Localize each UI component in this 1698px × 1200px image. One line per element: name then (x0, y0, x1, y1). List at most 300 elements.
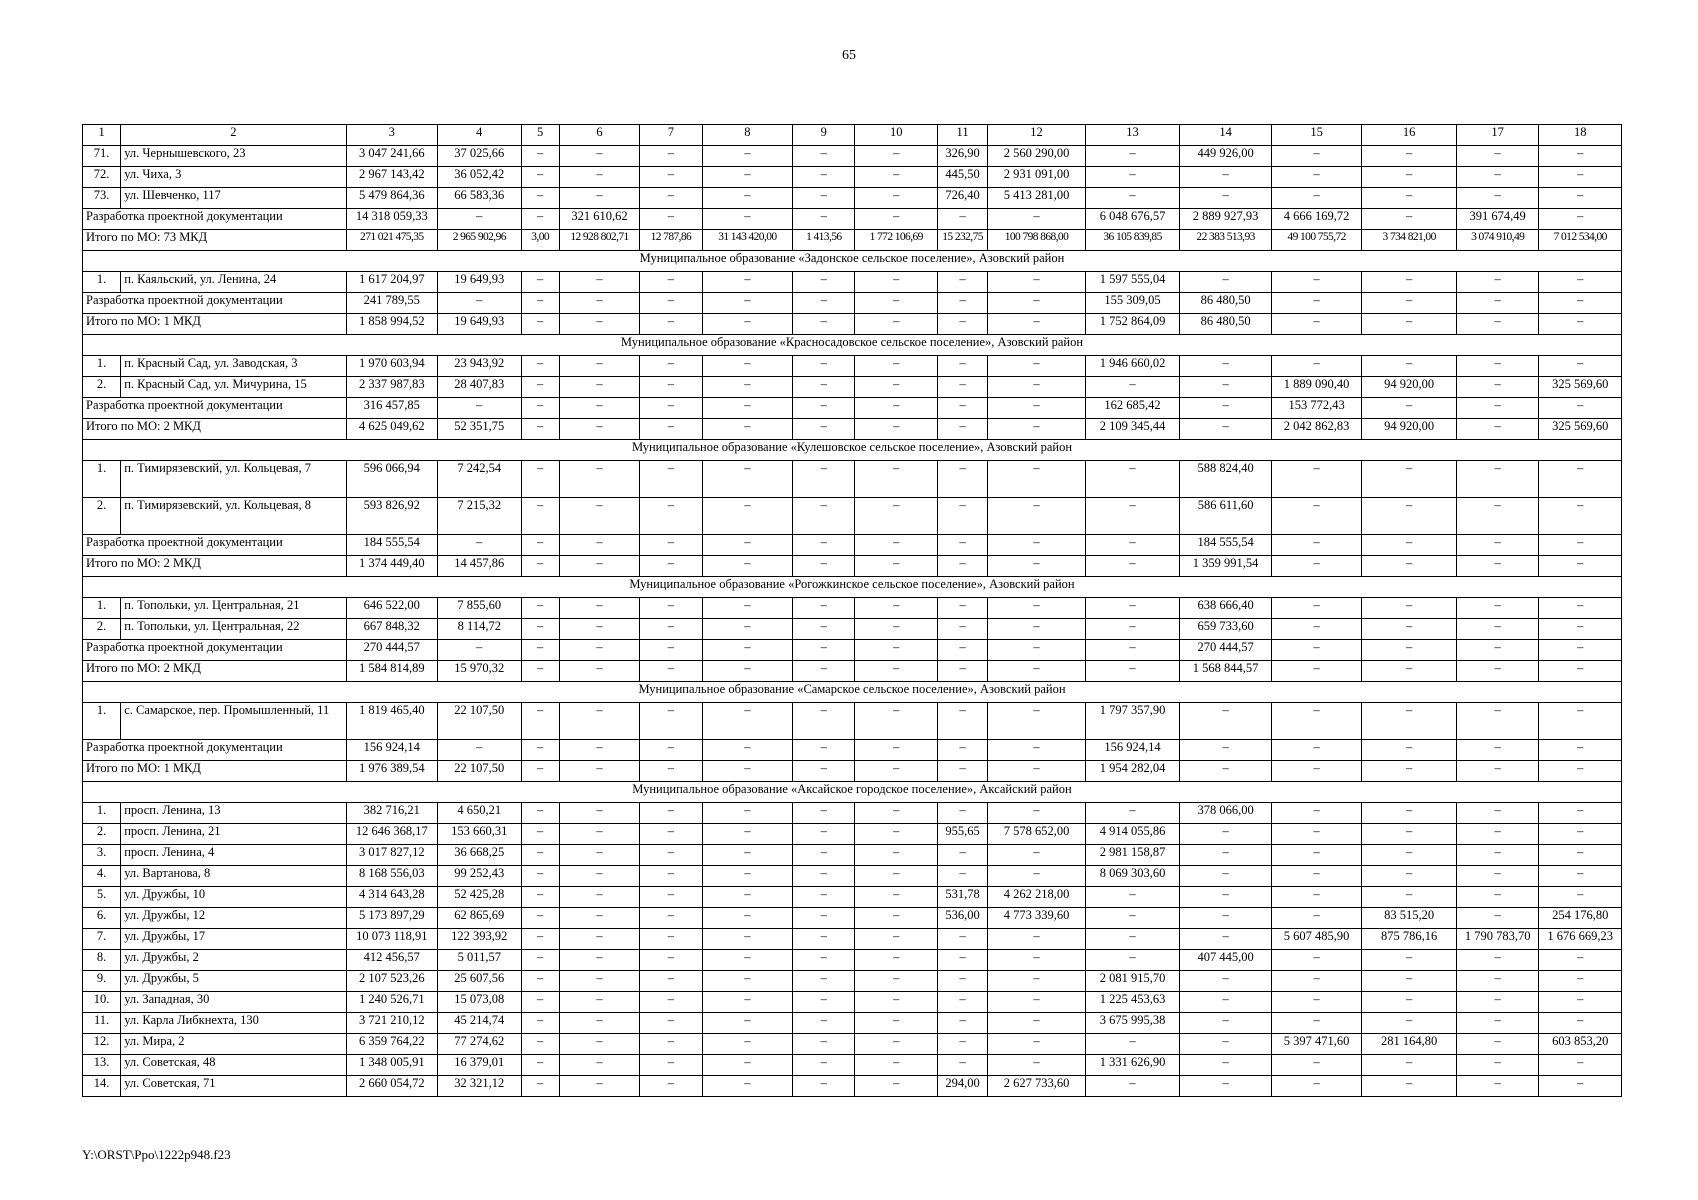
table-cell: – (1271, 866, 1362, 887)
table-cell: – (793, 556, 855, 577)
table-cell: – (793, 272, 855, 293)
table-cell: 52 425,28 (438, 887, 521, 908)
table-cell: – (855, 598, 937, 619)
address-cell: ул. Вартанова, 8 (121, 866, 346, 887)
address-cell: ул. Западная, 30 (121, 992, 346, 1013)
address-cell: п. Топольки, ул. Центральная, 22 (121, 619, 346, 640)
table-cell: – (702, 556, 793, 577)
table-cell: – (855, 866, 937, 887)
table-cell: – (640, 146, 702, 167)
table-cell: – (1362, 1055, 1457, 1076)
summary-row (83, 535, 1622, 556)
table-cell: – (1362, 803, 1457, 824)
table-cell: – (937, 950, 987, 971)
table-cell: – (1271, 356, 1362, 377)
table-cell: 2 627 733,60 (988, 1076, 1086, 1097)
table-cell: – (1362, 887, 1457, 908)
table-cell: – (855, 272, 937, 293)
table-cell: – (1539, 356, 1622, 377)
table-cell: – (1456, 146, 1538, 167)
section-row (83, 251, 1622, 272)
table-cell: – (1456, 1013, 1538, 1034)
column-number: 8 (702, 125, 793, 146)
table-cell: 596 066,94 (346, 461, 438, 498)
table-cell: – (1271, 146, 1362, 167)
table-cell: – (793, 866, 855, 887)
table-row (83, 908, 1622, 929)
address-cell: ул. Дружбы, 2 (121, 950, 346, 971)
table-cell: – (793, 356, 855, 377)
table-cell: – (1180, 1013, 1272, 1034)
table-cell: – (702, 661, 793, 682)
table-cell: – (438, 398, 521, 419)
table-cell: – (438, 535, 521, 556)
table-row (83, 1076, 1622, 1097)
table-cell: 3,00 (521, 230, 559, 251)
table-cell: – (559, 272, 639, 293)
table-cell: – (1456, 272, 1538, 293)
table-cell: 3 675 995,38 (1085, 1013, 1180, 1034)
table-cell: – (988, 950, 1086, 971)
table-cell: – (1362, 188, 1457, 209)
summary-row (83, 209, 1622, 230)
table-cell: – (988, 661, 1086, 682)
table-cell: – (640, 929, 702, 950)
table-cell: – (855, 1034, 937, 1055)
table-cell: – (793, 1055, 855, 1076)
table-cell: 1 976 389,54 (346, 761, 438, 782)
table-cell: – (937, 356, 987, 377)
table-row (83, 146, 1622, 167)
table-cell: 659 733,60 (1180, 619, 1272, 640)
table-cell: – (855, 619, 937, 640)
table-cell: 12 646 368,17 (346, 824, 438, 845)
table-container (82, 124, 1622, 1097)
table-cell: – (640, 640, 702, 661)
table-cell: 270 444,57 (1180, 640, 1272, 661)
table-cell: – (793, 703, 855, 740)
table-cell: 94 920,00 (1362, 419, 1457, 440)
address-cell: ул. Дружбы, 17 (121, 929, 346, 950)
table-cell: 1 617 204,97 (346, 272, 438, 293)
table-cell: 271 021 475,35 (346, 230, 438, 251)
table-cell: – (855, 1055, 937, 1076)
table-cell: 1 858 994,52 (346, 314, 438, 335)
table-cell: – (988, 377, 1086, 398)
table-cell: – (1362, 498, 1457, 535)
table-cell: – (1271, 803, 1362, 824)
section-row (83, 782, 1622, 803)
table-cell: – (855, 971, 937, 992)
table-cell: 325 569,60 (1539, 419, 1622, 440)
table-cell: – (1539, 1076, 1622, 1097)
section-title: Муниципальное образование «Кулешовское сельское поселение», Азовский район (83, 440, 1622, 461)
table-cell: 7 855,60 (438, 598, 521, 619)
table-cell: – (640, 992, 702, 1013)
table-cell: – (521, 314, 559, 335)
table-cell: – (559, 461, 639, 498)
table-cell: – (855, 398, 937, 419)
table-cell: – (1539, 167, 1622, 188)
row-number: 8. (83, 950, 121, 971)
table-cell: 1 568 844,57 (1180, 661, 1272, 682)
table-cell: – (640, 824, 702, 845)
table-cell: 8 114,72 (438, 619, 521, 640)
section-title: Муниципальное образование «Рогожкинское сельское поселение», Азовский район (83, 577, 1622, 598)
table-cell: – (702, 929, 793, 950)
table-cell: – (1539, 950, 1622, 971)
table-cell: – (640, 1034, 702, 1055)
table-cell: – (1085, 377, 1180, 398)
row-number: 14. (83, 1076, 121, 1097)
table-cell: – (1456, 887, 1538, 908)
row-number: 6. (83, 908, 121, 929)
table-cell: – (521, 619, 559, 640)
table-row (83, 950, 1622, 971)
table-cell: – (1271, 640, 1362, 661)
table-cell: – (988, 929, 1086, 950)
table-cell: 294,00 (937, 1076, 987, 1097)
table-cell: – (855, 314, 937, 335)
table-cell: – (1271, 1076, 1362, 1097)
table-cell: – (702, 950, 793, 971)
table-cell: – (640, 908, 702, 929)
address-cell: п. Каяльский, ул. Ленина, 24 (121, 272, 346, 293)
address-cell: п. Красный Сад, ул. Заводская, 3 (121, 356, 346, 377)
row-number: 1. (83, 461, 121, 498)
table-cell: 5 173 897,29 (346, 908, 438, 929)
table-cell: 2 337 987,83 (346, 377, 438, 398)
table-cell: – (521, 1076, 559, 1097)
table-cell: – (521, 356, 559, 377)
table-cell: 83 515,20 (1362, 908, 1457, 929)
row-number: 72. (83, 167, 121, 188)
column-number: 1 (83, 125, 121, 146)
table-cell: – (1362, 461, 1457, 498)
table-cell: – (559, 1013, 639, 1034)
table-cell: 10 073 118,91 (346, 929, 438, 950)
table-cell: 1 772 106,69 (855, 230, 937, 251)
table-cell: 12 787,86 (640, 230, 702, 251)
section-row (83, 682, 1622, 703)
table-cell: 5 413 281,00 (988, 188, 1086, 209)
table-cell: 37 025,66 (438, 146, 521, 167)
table-cell: – (1180, 740, 1272, 761)
table-cell: – (1456, 640, 1538, 661)
table-cell: – (1085, 619, 1180, 640)
table-cell: – (640, 619, 702, 640)
table-cell: – (1456, 1055, 1538, 1076)
table-cell: – (988, 461, 1086, 498)
table-cell: – (855, 461, 937, 498)
table-cell: 15 073,08 (438, 992, 521, 1013)
table-cell: – (1539, 619, 1622, 640)
summary-row (83, 761, 1622, 782)
table-cell: – (1539, 661, 1622, 682)
table-cell: – (702, 498, 793, 535)
table-cell: – (1539, 146, 1622, 167)
table-cell: – (1456, 740, 1538, 761)
table-cell: – (640, 845, 702, 866)
table-cell: – (1539, 209, 1622, 230)
table-cell: – (559, 398, 639, 419)
column-number: 3 (346, 125, 438, 146)
table-cell: – (855, 356, 937, 377)
row-number: 1. (83, 598, 121, 619)
table-cell: – (640, 740, 702, 761)
table-cell: 1 819 465,40 (346, 703, 438, 740)
table-cell: 32 321,12 (438, 1076, 521, 1097)
table-cell: – (559, 908, 639, 929)
address-cell: ул. Карла Либкнехта, 130 (121, 1013, 346, 1034)
table-cell: – (1362, 824, 1457, 845)
table-cell: – (1271, 992, 1362, 1013)
table-cell: – (521, 188, 559, 209)
page-number: 65 (842, 48, 856, 63)
table-cell: – (1456, 377, 1538, 398)
table-cell: – (521, 866, 559, 887)
table-cell: 2 931 091,00 (988, 167, 1086, 188)
table-cell: 4 650,21 (438, 803, 521, 824)
table-cell: – (521, 703, 559, 740)
table-row (83, 619, 1622, 640)
table-cell: – (793, 845, 855, 866)
section-title: Муниципальное образование «Самарское сельское поселение», Азовский район (83, 682, 1622, 703)
table-cell: – (937, 640, 987, 661)
table-cell: 49 100 755,72 (1271, 230, 1362, 251)
table-cell: 326,90 (937, 146, 987, 167)
table-cell: – (1180, 866, 1272, 887)
table-cell: 99 252,43 (438, 866, 521, 887)
table-cell: 3 734 821,00 (1362, 230, 1457, 251)
table-cell: – (640, 703, 702, 740)
table-cell: 8 168 556,03 (346, 866, 438, 887)
table-cell: – (559, 1076, 639, 1097)
table-cell: – (988, 209, 1086, 230)
table-cell: 2 109 345,44 (1085, 419, 1180, 440)
address-cell: ул. Дружбы, 5 (121, 971, 346, 992)
table-cell: – (1271, 1013, 1362, 1034)
table-cell: 52 351,75 (438, 419, 521, 440)
table-cell: – (521, 824, 559, 845)
table-cell: 15 232,75 (937, 230, 987, 251)
table-row (83, 167, 1622, 188)
table-cell: – (937, 803, 987, 824)
table-cell: 155 309,05 (1085, 293, 1180, 314)
table-cell: – (640, 398, 702, 419)
table-cell: 14 318 059,33 (346, 209, 438, 230)
table-cell: – (559, 498, 639, 535)
table-cell: – (521, 803, 559, 824)
table-cell: 325 569,60 (1539, 377, 1622, 398)
table-cell: – (1362, 845, 1457, 866)
column-number: 7 (640, 125, 702, 146)
table-cell: – (1085, 146, 1180, 167)
table-cell: – (855, 293, 937, 314)
table-cell: – (559, 598, 639, 619)
table-cell: – (1271, 824, 1362, 845)
table-cell: 378 066,00 (1180, 803, 1272, 824)
table-cell: – (1456, 314, 1538, 335)
table-cell: – (702, 377, 793, 398)
table-cell: – (521, 640, 559, 661)
table-cell: – (1456, 866, 1538, 887)
table-cell: 1 946 660,02 (1085, 356, 1180, 377)
address-cell: просп. Ленина, 13 (121, 803, 346, 824)
table-cell: – (1085, 598, 1180, 619)
address-cell: п. Красный Сад, ул. Мичурина, 15 (121, 377, 346, 398)
table-cell: 254 176,80 (1539, 908, 1622, 929)
table-cell: – (1456, 498, 1538, 535)
column-number: 17 (1456, 125, 1538, 146)
table-cell: – (1180, 167, 1272, 188)
row-number: 71. (83, 146, 121, 167)
table-cell: – (640, 167, 702, 188)
table-cell: – (1085, 461, 1180, 498)
table-cell: 2 042 862,83 (1271, 419, 1362, 440)
table-cell: 100 798 868,00 (988, 230, 1086, 251)
table-cell: – (1180, 929, 1272, 950)
table-cell: 62 865,69 (438, 908, 521, 929)
table-cell: 19 649,93 (438, 314, 521, 335)
table-cell: – (559, 740, 639, 761)
table-row (83, 377, 1622, 398)
table-cell: 156 924,14 (1085, 740, 1180, 761)
table-cell: – (1362, 971, 1457, 992)
table-cell: 162 685,42 (1085, 398, 1180, 419)
column-number: 18 (1539, 125, 1622, 146)
table-cell: – (559, 824, 639, 845)
table-cell: – (1456, 803, 1538, 824)
table-cell: – (793, 535, 855, 556)
table-cell: – (988, 761, 1086, 782)
table-cell: – (793, 293, 855, 314)
table-cell: – (937, 377, 987, 398)
table-cell: – (1362, 1013, 1457, 1034)
table-cell: – (559, 640, 639, 661)
table-cell: – (640, 209, 702, 230)
column-number: 6 (559, 125, 639, 146)
table-cell: – (1180, 761, 1272, 782)
table-cell: – (1271, 619, 1362, 640)
table-cell: – (521, 661, 559, 682)
table-cell: – (793, 167, 855, 188)
table-cell: – (937, 845, 987, 866)
table-cell: – (521, 992, 559, 1013)
table-cell: – (521, 209, 559, 230)
table-cell: – (702, 535, 793, 556)
summary-row (83, 314, 1622, 335)
table-cell: – (1456, 398, 1538, 419)
table-cell: – (702, 293, 793, 314)
column-number: 10 (855, 125, 937, 146)
column-number: 14 (1180, 125, 1272, 146)
table-cell: – (855, 209, 937, 230)
table-cell: – (640, 356, 702, 377)
table-cell: – (855, 761, 937, 782)
table-cell: – (1271, 598, 1362, 619)
table-cell: – (793, 314, 855, 335)
table-cell: – (1085, 929, 1180, 950)
table-cell: – (937, 535, 987, 556)
table-row (83, 824, 1622, 845)
table-cell: – (1362, 866, 1457, 887)
header-row (83, 125, 1622, 146)
table-cell: – (1456, 188, 1538, 209)
table-cell: – (1085, 887, 1180, 908)
table-cell: 4 666 169,72 (1271, 209, 1362, 230)
table-cell: – (1539, 803, 1622, 824)
table-cell: – (521, 146, 559, 167)
table-cell: – (521, 293, 559, 314)
table-cell: – (793, 188, 855, 209)
table-cell: – (1271, 535, 1362, 556)
table-cell: – (937, 419, 987, 440)
table-cell: 4 314 643,28 (346, 887, 438, 908)
row-number: 1. (83, 356, 121, 377)
column-number: 11 (937, 125, 987, 146)
table-cell: – (521, 598, 559, 619)
column-number: 4 (438, 125, 521, 146)
table-cell: – (1271, 740, 1362, 761)
table-cell: – (1362, 535, 1457, 556)
table-cell: – (559, 950, 639, 971)
table-cell: – (559, 1034, 639, 1055)
table-cell: – (559, 293, 639, 314)
table-cell: – (640, 377, 702, 398)
section-row (83, 577, 1622, 598)
table-cell: 1 348 005,91 (346, 1055, 438, 1076)
table-cell: – (640, 887, 702, 908)
table-cell: – (793, 461, 855, 498)
table-cell: – (1456, 556, 1538, 577)
table-cell: – (855, 929, 937, 950)
table-cell: – (855, 1076, 937, 1097)
table-cell: – (1456, 992, 1538, 1013)
summary-row (83, 419, 1622, 440)
table-cell: – (559, 803, 639, 824)
table-cell: – (988, 992, 1086, 1013)
table-cell: – (793, 209, 855, 230)
table-cell: – (1456, 598, 1538, 619)
table-cell: 638 666,40 (1180, 598, 1272, 619)
table-cell: – (1456, 1076, 1538, 1097)
table-cell: – (1180, 1076, 1272, 1097)
table-cell: – (521, 1034, 559, 1055)
table-cell: 153 772,43 (1271, 398, 1362, 419)
file-path-footer: Y:\ORST\Рро\1222p948.f23 (82, 1147, 231, 1162)
table-cell: – (937, 209, 987, 230)
table-cell: – (1456, 461, 1538, 498)
summary-label: Разработка проектной документации (83, 640, 347, 661)
table-cell: 2 081 915,70 (1085, 971, 1180, 992)
table-cell: – (855, 740, 937, 761)
table-cell: 1 240 526,71 (346, 992, 438, 1013)
table-cell: – (640, 661, 702, 682)
table-cell: – (1456, 619, 1538, 640)
table-cell: – (640, 1076, 702, 1097)
table-cell: – (1271, 556, 1362, 577)
table-cell: – (559, 419, 639, 440)
summary-label: Итого по МО: 1 МКД (83, 314, 347, 335)
section-row (83, 440, 1622, 461)
table-cell: – (1362, 703, 1457, 740)
table-cell: – (702, 314, 793, 335)
table-cell: – (1456, 824, 1538, 845)
table-cell: – (521, 740, 559, 761)
table-cell: – (1539, 498, 1622, 535)
table-cell: – (1271, 845, 1362, 866)
